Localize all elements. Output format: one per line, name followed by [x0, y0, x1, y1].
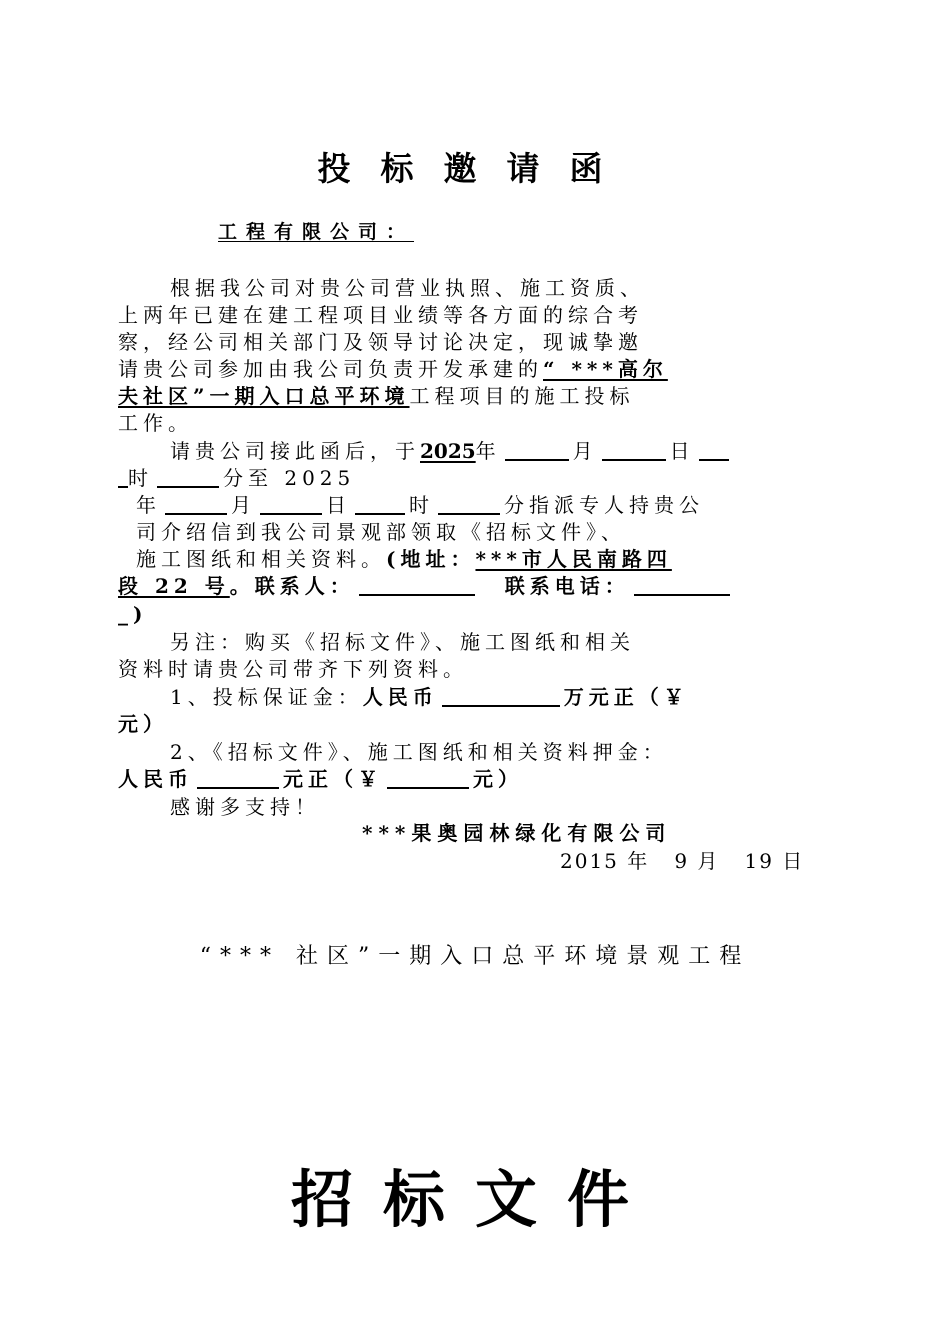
year-unit: 年 — [475, 439, 501, 463]
end-hour-blank — [355, 493, 405, 515]
paragraph-2-line-7: _) — [118, 602, 148, 626]
phone-label: 联系电话： — [504, 574, 630, 598]
addressee-line — [118, 219, 834, 246]
phone-blank — [634, 574, 730, 596]
paragraph-2-line-2 — [118, 465, 834, 492]
hour-blank-start — [699, 439, 729, 461]
paragraph-2-line-1 — [118, 438, 834, 465]
thanks-line: 感谢多支持！ — [170, 795, 320, 819]
project-purpose: 工程项目的施工投标 — [409, 384, 635, 408]
tender-document-title: 招标文件 — [290, 1163, 659, 1236]
paragraph-1-line-1: 根据我公司对贵公司营业执照、施工资质、 — [170, 276, 645, 300]
deposit-unit: 万元正（￥ — [563, 685, 689, 709]
paragraph-3-line-2: 资料时请贵公司带齐下列资料。 — [118, 657, 468, 681]
signature-date: 2015 年 9 月 19 日 — [560, 849, 805, 873]
deposit-currency: 人民币 — [362, 685, 438, 709]
month-blank — [505, 439, 569, 461]
project-name-end: 夫社区”一期入口总平环境 — [118, 384, 410, 408]
paragraph-1-line-3: 察，经公司相关部门及领导讨论决定，现诚挚邀 — [118, 330, 643, 354]
hour-blank-end — [118, 466, 128, 488]
year-value: 2025 — [420, 439, 476, 463]
end-day-unit: 日 — [326, 493, 351, 517]
guarantee-unit: 元正（￥ — [283, 767, 383, 791]
paragraph-1-line-4 — [118, 356, 834, 383]
guarantee-blank — [197, 767, 279, 789]
end-month-blank — [165, 493, 227, 515]
day-unit: 日 — [669, 439, 695, 463]
day-blank — [602, 439, 666, 461]
hour-unit: 时 — [128, 466, 153, 490]
paragraph-1-line-6: 工作。 — [118, 411, 193, 435]
paragraph-3-line-1: 另注：购买《招标文件》、施工图纸和相关 — [170, 630, 635, 654]
deposit-label: 1、投标保证金： — [170, 685, 363, 709]
address-label: (地址： — [386, 547, 476, 571]
end-minute-tail: 分指派专人持贵公 — [504, 493, 704, 517]
paragraph-2-line-3 — [118, 492, 834, 519]
item-2-line-2 — [118, 766, 834, 793]
invite-text: 请贵公司参加由我公司负责开发承建的 — [118, 357, 543, 381]
minute-blank — [157, 466, 219, 488]
paragraph-2-line-4: 司介绍信到我公司景观部领取《招标文件》、 — [136, 520, 626, 544]
paragraph-1-line-5 — [118, 383, 834, 410]
end-minute-blank — [438, 493, 500, 515]
paragraph-2-line-6 — [118, 573, 834, 600]
guarantee-close: 元） — [473, 767, 523, 791]
guarantee-yuan-blank — [387, 767, 469, 789]
end-day-blank — [260, 493, 322, 515]
project-name-start: “ ***高尔 — [543, 357, 668, 381]
paragraph-1-line-2: 上两年已建在建工程项目业绩等各方面的综合考 — [118, 303, 643, 327]
month-unit: 月 — [572, 439, 598, 463]
end-year-unit: 年 — [136, 493, 161, 517]
drawings-text: 施工图纸和相关资料。 — [136, 547, 386, 571]
deposit-blank — [442, 685, 560, 707]
contact-label: 。联系人： — [229, 574, 355, 598]
receive-text: 请贵公司接此函后，于 — [170, 439, 420, 463]
contact-blank — [359, 574, 475, 596]
project-title: “*** 社区”一期入口总平环境景观工程 — [199, 944, 751, 969]
paragraph-2-line-5 — [118, 546, 834, 573]
end-month-unit: 月 — [231, 493, 256, 517]
item-1-line-1 — [118, 684, 834, 711]
minute-to: 分至 2025 — [223, 466, 356, 490]
signature-company: ***果奥园林绿化有限公司 — [362, 821, 672, 845]
address-value-end: 段 22 号 — [118, 574, 230, 598]
item-2-line-1: 2、《招标文件》、施工图纸和相关资料押金： — [170, 740, 668, 764]
end-hour-unit: 时 — [409, 493, 434, 517]
letter-title: 投标邀请函 — [317, 149, 633, 188]
item-1-line-2: 元） — [118, 712, 168, 736]
addressee: 工程有限公司： — [218, 221, 415, 243]
address-value-start: ***市人民南路四 — [475, 547, 672, 571]
guarantee-currency: 人民币 — [118, 767, 193, 791]
